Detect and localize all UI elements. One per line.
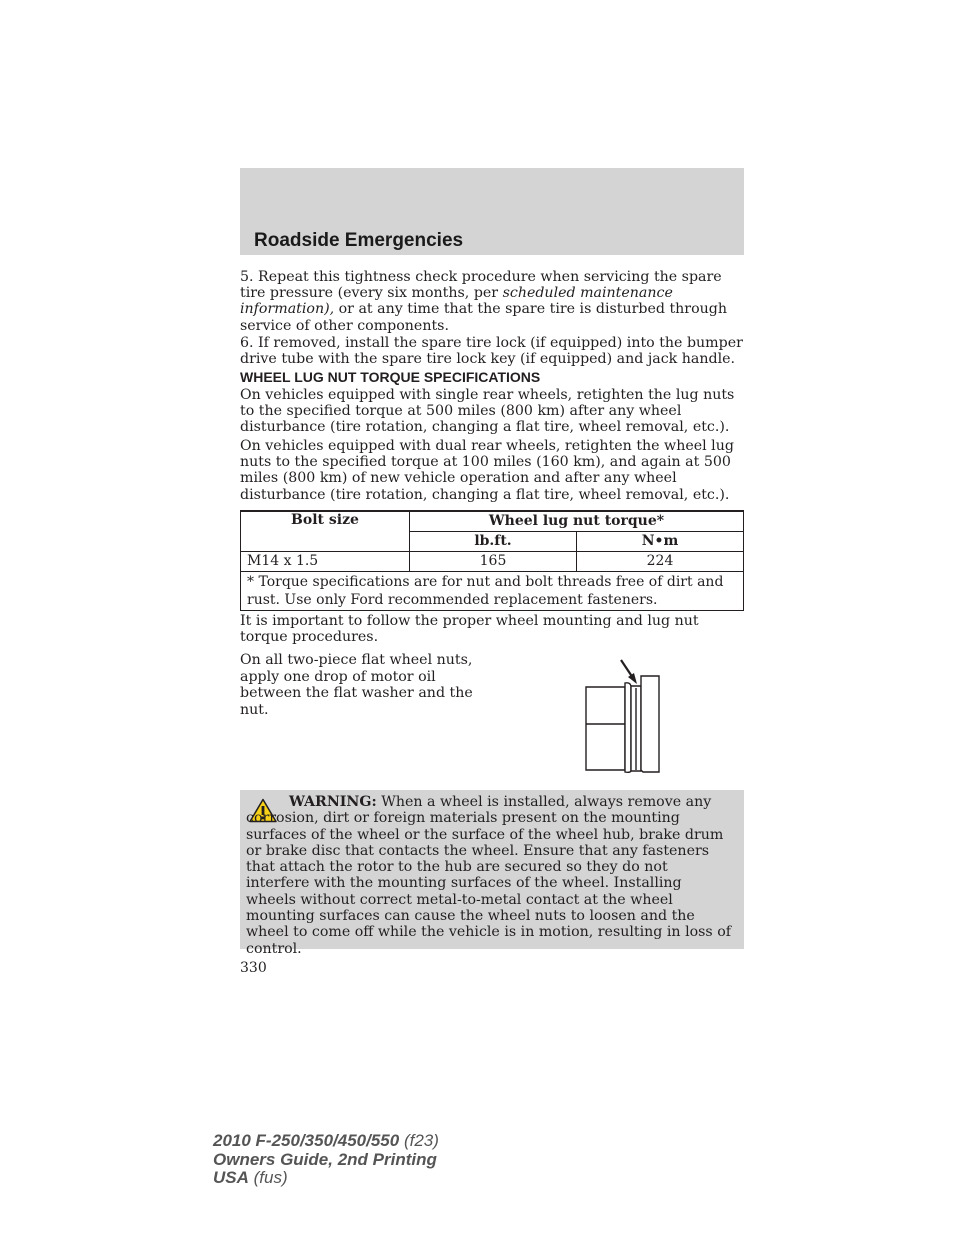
nut-flange	[641, 676, 659, 772]
warning-box	[240, 790, 744, 957]
single-rear-paragraph: On vehicles equipped with single rear wheels, retighten the lug nuts to the specified torque at 500 miles (800 km) after any wheel disturbance (tire rotation, changing a flat tire, wheel removal, etc.).	[240, 387, 735, 436]
lug-nut-illustration	[575, 652, 675, 777]
page-number: 330	[240, 960, 267, 976]
warning-text	[246, 794, 734, 957]
intro-text	[240, 269, 744, 367]
table-row	[241, 552, 744, 572]
footer-market-line: USA (fus)	[213, 1168, 288, 1187]
nut-body	[586, 687, 625, 770]
nm-cell: 224	[577, 552, 744, 572]
footer-edition-line: Owners Guide, 2nd Printing	[213, 1149, 437, 1169]
bolt-size-cell: M14 x 1.5	[241, 552, 410, 572]
section-title: Roadside Emergencies	[254, 230, 464, 251]
torque-header: Wheel lug nut torque*	[410, 511, 744, 532]
lbft-cell: 165	[410, 552, 577, 572]
oil-point-arrow-icon	[621, 660, 637, 684]
step-5-reference: scheduled maintenance information),	[240, 285, 673, 318]
dual-rear-paragraph: On vehicles equipped with dual rear wheels, retighten the wheel lug nuts to the specified torque at 100 miles (160 km), and again at 500 miles (800 km) of new vehicle operation and after any wheel disturbance (tire rotation, changing a flat tire, wheel removal, etc.).	[240, 438, 734, 503]
section-heading: WHEEL LUG NUT TORQUE SPECIFICATIONS	[240, 369, 541, 385]
footer-model-line: 2010 F-250/350/450/550 (f23)	[213, 1131, 439, 1150]
torque-spec-table	[240, 510, 744, 611]
flat-washer	[625, 683, 631, 773]
section-header-band	[240, 168, 744, 255]
nm-header: N•m	[577, 532, 744, 552]
procedure-note: It is important to follow the proper wheel mounting and lug nut torque procedures.	[240, 613, 699, 646]
bolt-size-header: Bolt size	[241, 511, 410, 552]
footer-publication-info	[213, 1132, 439, 1188]
step-5-paragraph: 5. Repeat this tightness check procedure when servicing the spare tire pressure (every six months, per scheduled maintenance information), or at any time that the spare tire is disturbed through service of other components.	[240, 269, 727, 334]
table-footnote-row	[241, 572, 744, 611]
lbft-header: lb.ft.	[410, 532, 577, 552]
step-6-paragraph: 6. If removed, install the spare tire lock (if equipped) into the bumper drive tube with the spare tire lock key (if equipped) and jack handle.	[240, 334, 743, 368]
table-header-row	[241, 511, 744, 532]
warning-label: WARNING:	[289, 794, 377, 810]
table-footnote: * Torque specifications are for nut and bolt threads free of dirt and rust. Use only Ford recommended replacement fasteners.	[241, 572, 744, 611]
warning-body: When a wheel is installed, always remove any corrosion, dirt or foreign materials present on the mounting surfaces of the wheel or the surface of the wheel hub, brake drum or brake disc that contacts the wheel. Ensure that any fasteners that attach the rotor to the hub are secured so they do not interfere with the mounting surfaces of the wheel. Installing wheels without correct metal-to-metal contact at the wheel mounting surfaces can cause the wheel nuts to loosen and the wheel to come off while the vehicle is in motion, resulting in loss of control.	[246, 794, 732, 957]
two-piece-nut-paragraph: On all two-piece flat wheel nuts, apply one drop of motor oil between the flat washer and the nut.	[240, 652, 473, 718]
